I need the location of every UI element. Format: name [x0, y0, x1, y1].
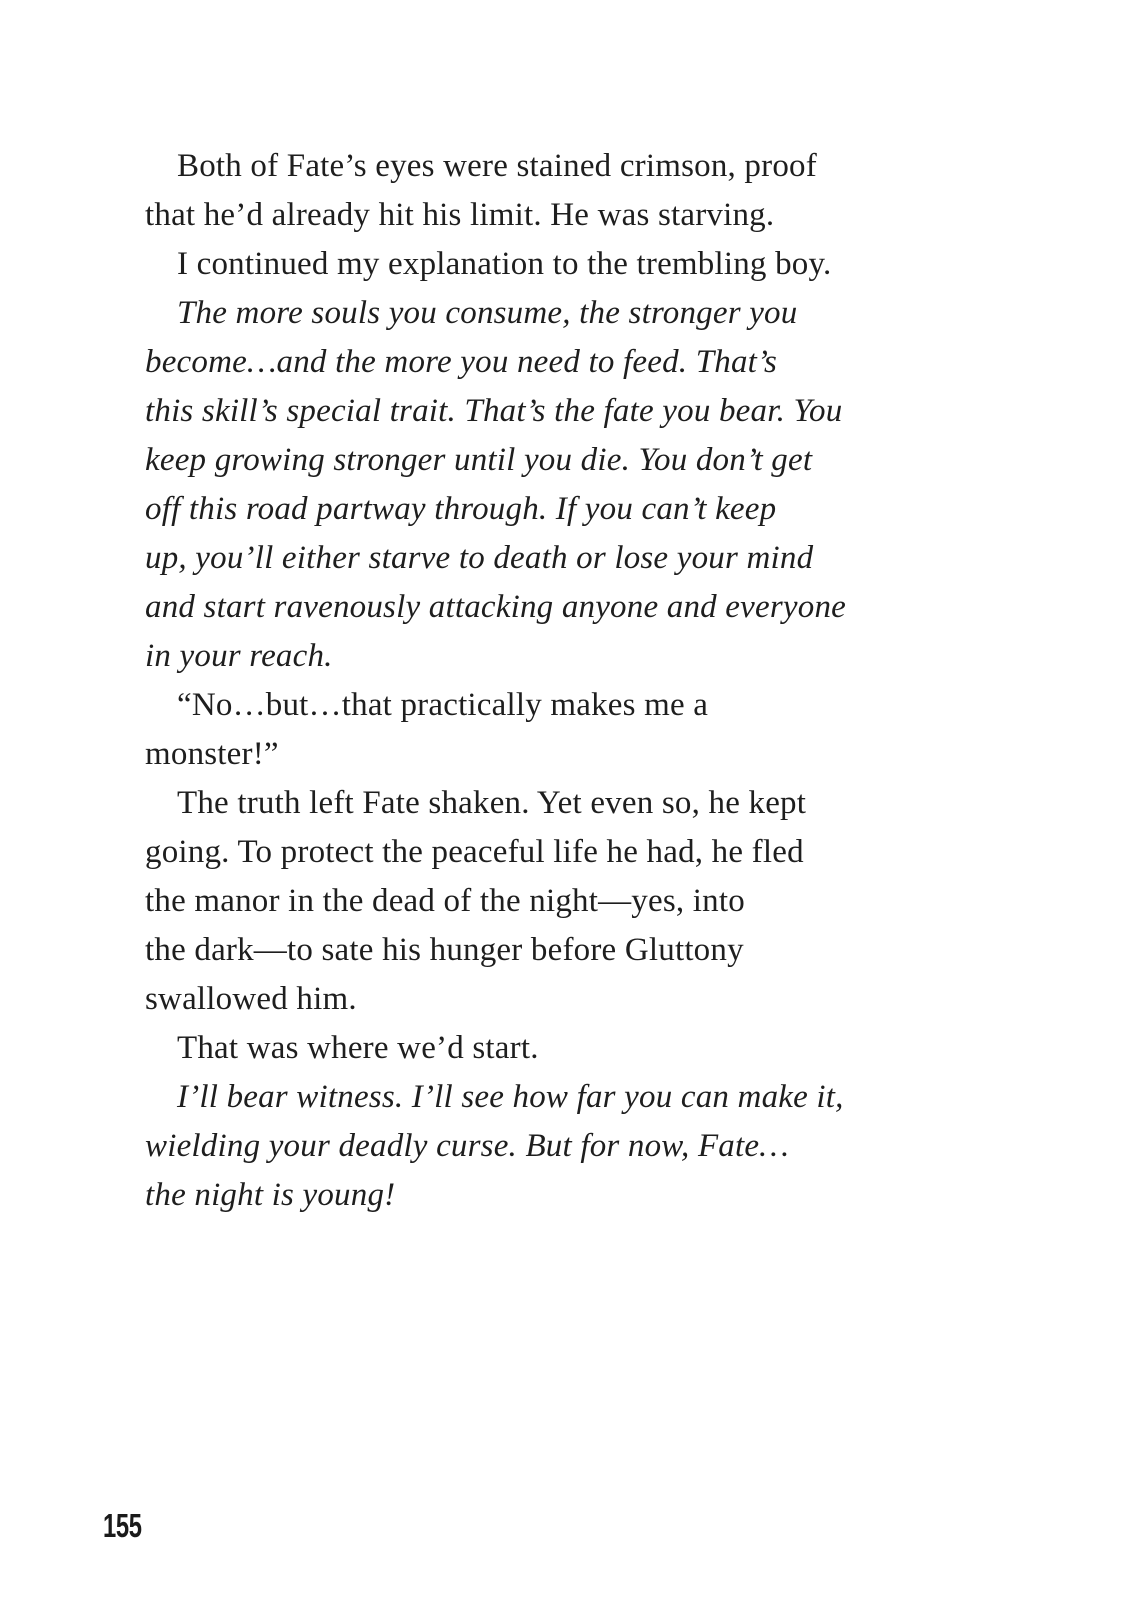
text-line: off this road partway through. If you can’t keep — [145, 491, 777, 527]
text-line: this skill’s special trait. That’s the fate you bear. You — [145, 393, 843, 429]
text-line: and start ravenously attacking anyone and everyone — [145, 589, 846, 625]
text-line: The more souls you consume, the stronger you — [177, 295, 798, 331]
text-line: the night is young! — [145, 1177, 396, 1213]
paragraph — [145, 1073, 955, 1220]
paragraph — [145, 779, 955, 1024]
text-line: up, you’ll either starve to death or lose your mind — [145, 540, 814, 576]
text-line: Both of Fate’s eyes were stained crimson, proof — [177, 148, 817, 184]
text-line: keep growing stronger until you die. You don’t get — [145, 442, 813, 478]
text-line: going. To protect the peaceful life he had, he fled — [145, 834, 804, 870]
text-line: become…and the more you need to feed. That’s — [145, 344, 777, 380]
text-line: monster!” — [145, 736, 279, 772]
text-line: I continued my explanation to the trembling boy. — [177, 246, 832, 282]
text-line: that he’d already hit his limit. He was starving. — [145, 197, 775, 233]
text-line: the dark—to sate his hunger before Gluttony — [145, 932, 744, 968]
text-line: wielding your deadly curse. But for now, Fate… — [145, 1128, 789, 1164]
text-line: swallowed him. — [145, 981, 357, 1017]
page-number: 155 — [103, 1507, 142, 1544]
paragraph — [145, 1024, 955, 1073]
text-line: That was where we’d start. — [177, 1030, 539, 1066]
paragraph — [145, 240, 955, 289]
paragraph — [145, 142, 955, 240]
paragraph — [145, 289, 955, 681]
text-line: in your reach. — [145, 638, 333, 674]
text-line: “No…but…that practically makes me a — [177, 687, 709, 723]
text-line: the manor in the dead of the night—yes, into — [145, 883, 745, 919]
text-line: I’ll bear witness. I’ll see how far you can make it, — [177, 1079, 844, 1115]
body-text — [145, 142, 955, 1220]
paragraph — [145, 681, 955, 779]
text-line: The truth left Fate shaken. Yet even so, he kept — [177, 785, 807, 821]
